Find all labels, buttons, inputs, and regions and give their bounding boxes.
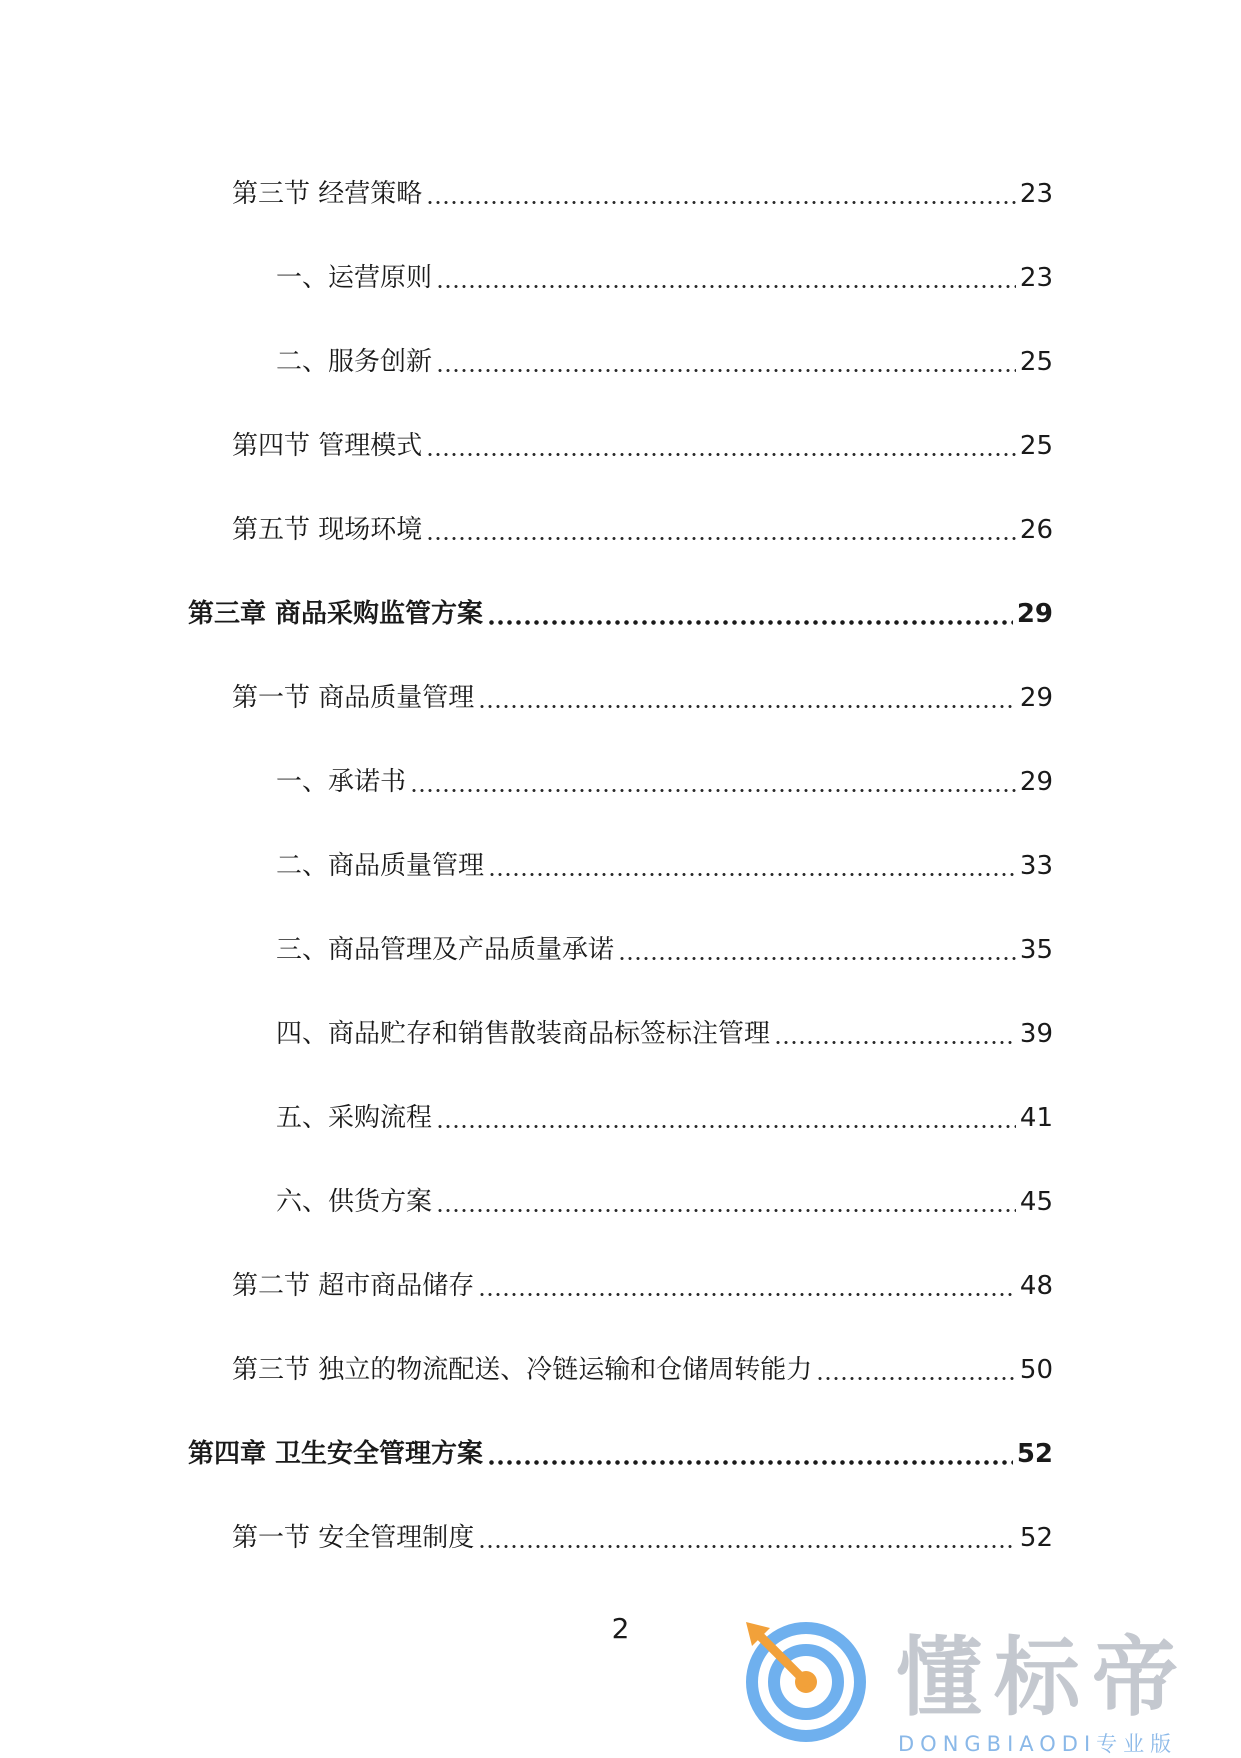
toc-entry[interactable] — [232, 174, 1053, 214]
toc-entry-page: 25 — [1019, 347, 1053, 377]
toc-entry-title: 第一节 安全管理制度 — [232, 1523, 475, 1553]
toc-chapter-entry[interactable] — [188, 1434, 1053, 1474]
watermark-brand: 懂标帝 — [896, 1628, 1190, 1728]
toc-entry-page: 29 — [1016, 599, 1053, 629]
toc-entry-title: 第四章 卫生安全管理方案 — [188, 1439, 484, 1469]
toc-entry[interactable] — [232, 426, 1053, 466]
toc-entry-title: 第四节 管理模式 — [232, 431, 423, 461]
toc-leader-dots — [618, 956, 1016, 961]
toc-leader-dots — [478, 1544, 1016, 1549]
toc-entry[interactable] — [232, 1518, 1053, 1558]
toc-leader-dots — [488, 872, 1016, 877]
toc-entry-page: 23 — [1019, 179, 1053, 209]
toc-leader-dots — [436, 368, 1016, 373]
toc-entry[interactable] — [276, 342, 1053, 382]
toc-entry-title: 三、商品管理及产品质量承诺 — [276, 935, 615, 965]
toc-entry[interactable] — [232, 510, 1053, 550]
toc-entry-page: 29 — [1019, 683, 1053, 713]
toc-entry-page: 50 — [1019, 1355, 1053, 1385]
target-logo-icon — [740, 1610, 880, 1750]
toc-leader-dots — [478, 704, 1016, 709]
toc-entry-page: 33 — [1019, 851, 1053, 881]
toc-entry-title: 一、运营原则 — [276, 263, 433, 293]
page-number: 2 — [611, 1612, 630, 1645]
toc-entry-page: 26 — [1019, 515, 1053, 545]
toc-leader-dots — [410, 788, 1016, 793]
watermark-tagline: DONGBIAODI专业版 — [898, 1732, 1178, 1756]
toc-entry[interactable] — [232, 1350, 1053, 1390]
toc-entry-page: 52 — [1016, 1439, 1053, 1469]
toc-leader-dots — [426, 452, 1016, 457]
toc-leader-dots — [478, 1292, 1016, 1297]
toc-entry[interactable] — [232, 678, 1053, 718]
toc-entry-page: 29 — [1019, 767, 1053, 797]
toc-entry[interactable] — [232, 1266, 1053, 1306]
watermark — [740, 1600, 1220, 1754]
toc-leader-dots — [426, 536, 1016, 541]
toc-entry[interactable] — [276, 846, 1053, 886]
toc-entry-title: 二、商品质量管理 — [276, 851, 485, 881]
toc-entry-page: 23 — [1019, 263, 1053, 293]
toc-entry[interactable] — [276, 258, 1053, 298]
toc-leader-dots — [426, 200, 1016, 205]
toc-entry-page: 39 — [1019, 1019, 1053, 1049]
toc-leader-dots — [816, 1376, 1016, 1381]
toc-leader-dots — [436, 1124, 1016, 1129]
toc-entry[interactable] — [276, 1098, 1053, 1138]
toc-leader-dots — [436, 284, 1016, 289]
toc-entry-title: 五、采购流程 — [276, 1103, 433, 1133]
toc-entry-title: 二、服务创新 — [276, 347, 433, 377]
toc-entry[interactable] — [276, 1014, 1053, 1054]
toc-leader-dots — [487, 1460, 1013, 1465]
toc-entry-title: 四、商品贮存和销售散装商品标签标注管理 — [276, 1019, 771, 1049]
toc-entry-title: 第五节 现场环境 — [232, 515, 423, 545]
toc-entry[interactable] — [276, 762, 1053, 802]
toc-entry[interactable] — [276, 930, 1053, 970]
toc-entry-title: 第二节 超市商品储存 — [232, 1271, 475, 1301]
toc-entry-page: 35 — [1019, 935, 1053, 965]
toc-entry-title: 六、供货方案 — [276, 1187, 433, 1217]
toc-entry-page: 25 — [1019, 431, 1053, 461]
toc-entry-title: 一、承诺书 — [276, 767, 407, 797]
toc-entry-page: 48 — [1019, 1271, 1053, 1301]
toc-entry-title: 第三节 独立的物流配送、冷链运输和仓储周转能力 — [232, 1355, 813, 1385]
toc-entry-page: 45 — [1019, 1187, 1053, 1217]
toc-entry[interactable] — [276, 1182, 1053, 1222]
toc-leader-dots — [487, 620, 1013, 625]
toc-entry-page: 52 — [1019, 1523, 1053, 1553]
toc-entry-title: 第一节 商品质量管理 — [232, 683, 475, 713]
toc-leader-dots — [436, 1208, 1016, 1213]
toc-entry-title: 第三节 经营策略 — [232, 179, 423, 209]
toc-entry-page: 41 — [1019, 1103, 1053, 1133]
toc-leader-dots — [774, 1040, 1016, 1045]
toc-chapter-entry[interactable] — [188, 594, 1053, 634]
toc-entry-title: 第三章 商品采购监管方案 — [188, 599, 484, 629]
